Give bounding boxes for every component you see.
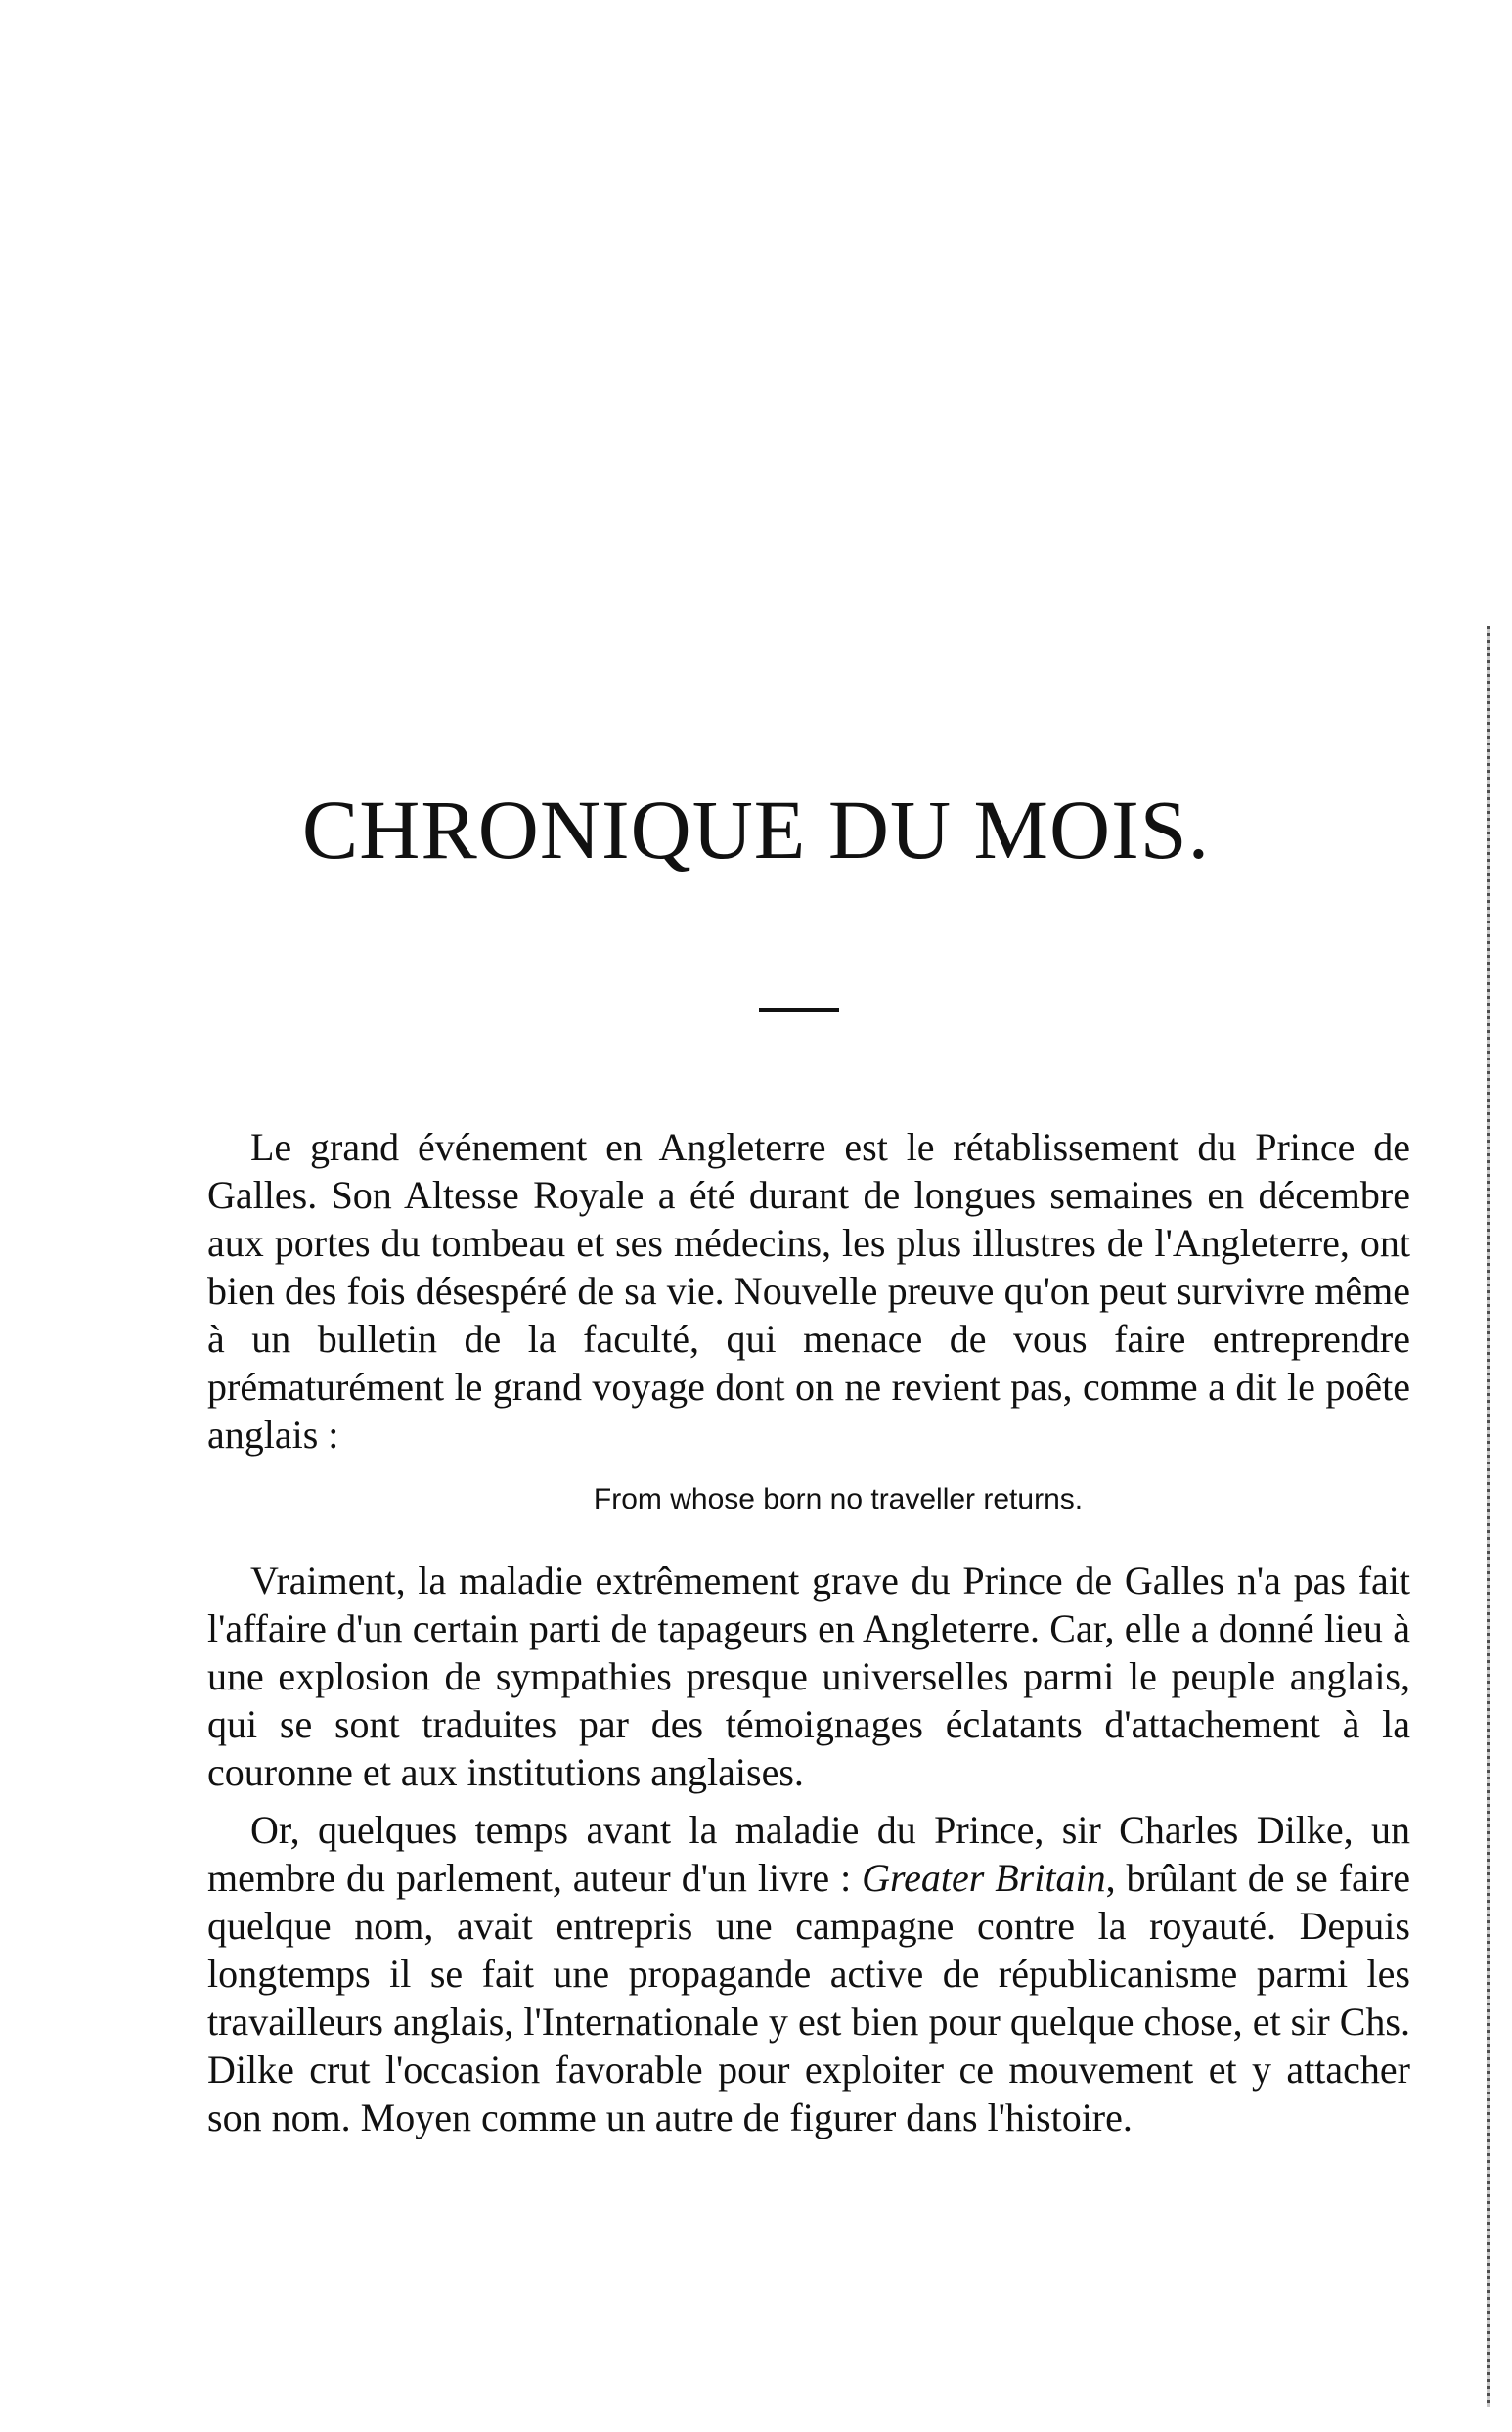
book-title: Greater Britain	[862, 1856, 1106, 1900]
article-body	[207, 1123, 1410, 2141]
page-edge-binding	[1487, 626, 1490, 2407]
paragraph-1: Le grand événement en Angleterre est le rétablissement du Prince de Galles. Son Altesse Royale a été durant de longues semaines en décembre aux portes du tombeau et ses médecins, les plus illustres de l'Angleterre, ont bien des fois désespéré de sa vie. Nouvelle preuve qu'on peut survivre même à un bulletin de la faculté, qui menace de vous faire entreprendre prématurément le grand voyage dont on ne revient pas, comme a dit le poête anglais :	[207, 1125, 1410, 1457]
paragraph-3-text-end: , brûlant de se faire quelque nom, avait entrepris une campagne contre la royauté. Depuis longtemps il se fait une propagande active de républicanisme parmi les travailleurs anglais, l'Internationale y est bien pour quelque chose, et sir Chs. Dilke crut l'occasion favorable pour exploiter ce mouvement et y attacher son nom. Moyen comme un autre de figurer dans l'histoire.	[207, 1856, 1411, 2139]
quotation: From whose born no traveller returns.	[593, 1483, 1084, 1515]
title-divider	[759, 1008, 839, 1012]
paragraph-3	[207, 1806, 1410, 2141]
paragraph-3-text-start: Or, quelques temps avant la maladie du Prince, sir Charles Dilke, un membre du parlement, auteur d'un livre :	[207, 1808, 1410, 1900]
page-title: CHRONIQUE DU MOIS.	[301, 783, 1211, 877]
paragraph-2: Vraiment, la maladie extrêmement grave du Prince de Galles n'a pas fait l'affaire d'un certain parti de tapageurs en Angleterre. Car, elle a donné lieu à une explosion de sympathies presque universelles parmi le peuple anglais, qui se sont traduites par des témoignages éclatants d'attachement à la couronne et aux institutions anglaises.	[207, 1558, 1410, 1794]
